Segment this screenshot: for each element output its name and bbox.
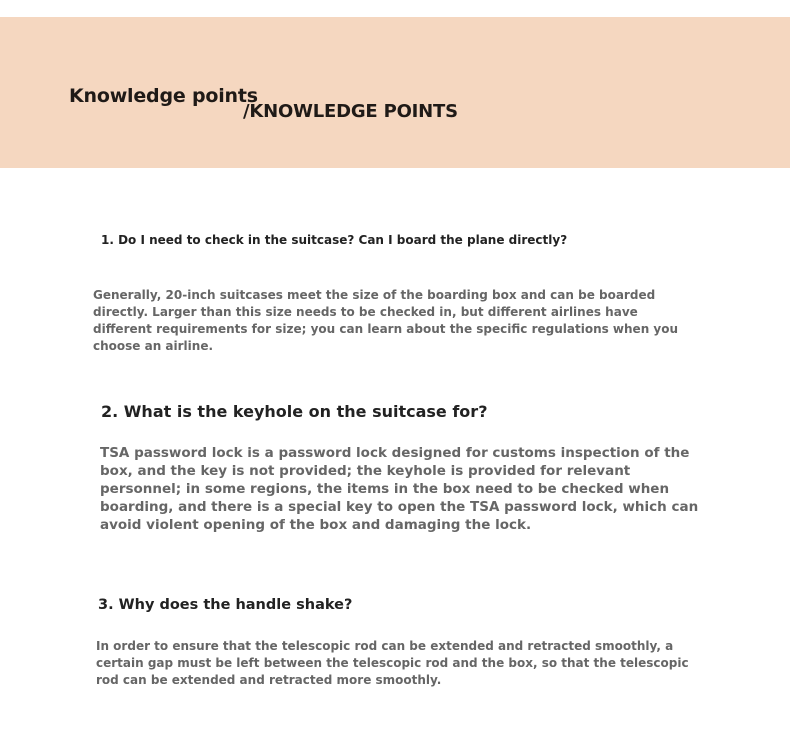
faq-answer-3: In order to ensure that the telescopic rod can be extended and retracted smoothly, a certain gap must be left between the telescopic rod and the box, so that the telescopic rod can be extended and retracted more smoothly. bbox=[96, 639, 689, 687]
faq-question-2: 2. What is the keyhole on the suitcase for? bbox=[101, 402, 488, 421]
faq-question-3: 3. Why does the handle shake? bbox=[98, 597, 353, 613]
faq-answer-1: Generally, 20-inch suitcases meet the size of the boarding box and can be boarded directly. Larger than this size needs to be checked in, but different airlines have different requirements for size; you can learn about the specific regulations when you choose an airline. bbox=[93, 288, 679, 353]
faq-question-1: 1. Do I need to check in the suitcase? Can I board the plane directly? bbox=[101, 233, 568, 247]
faq-answer-2: TSA password lock is a password lock designed for customs inspection of the box, and the key is not provided; the keyhole is provided for relevant personnel; in some regions, the items in the box need to be checked when boarding, and there is a special key to open the TSA password lock, which can avoid violent opening of the box and damaging the lock. bbox=[100, 445, 699, 533]
page-subtitle: /KNOWLEDGE POINTS bbox=[243, 101, 458, 122]
page-title: Knowledge points bbox=[69, 85, 258, 107]
